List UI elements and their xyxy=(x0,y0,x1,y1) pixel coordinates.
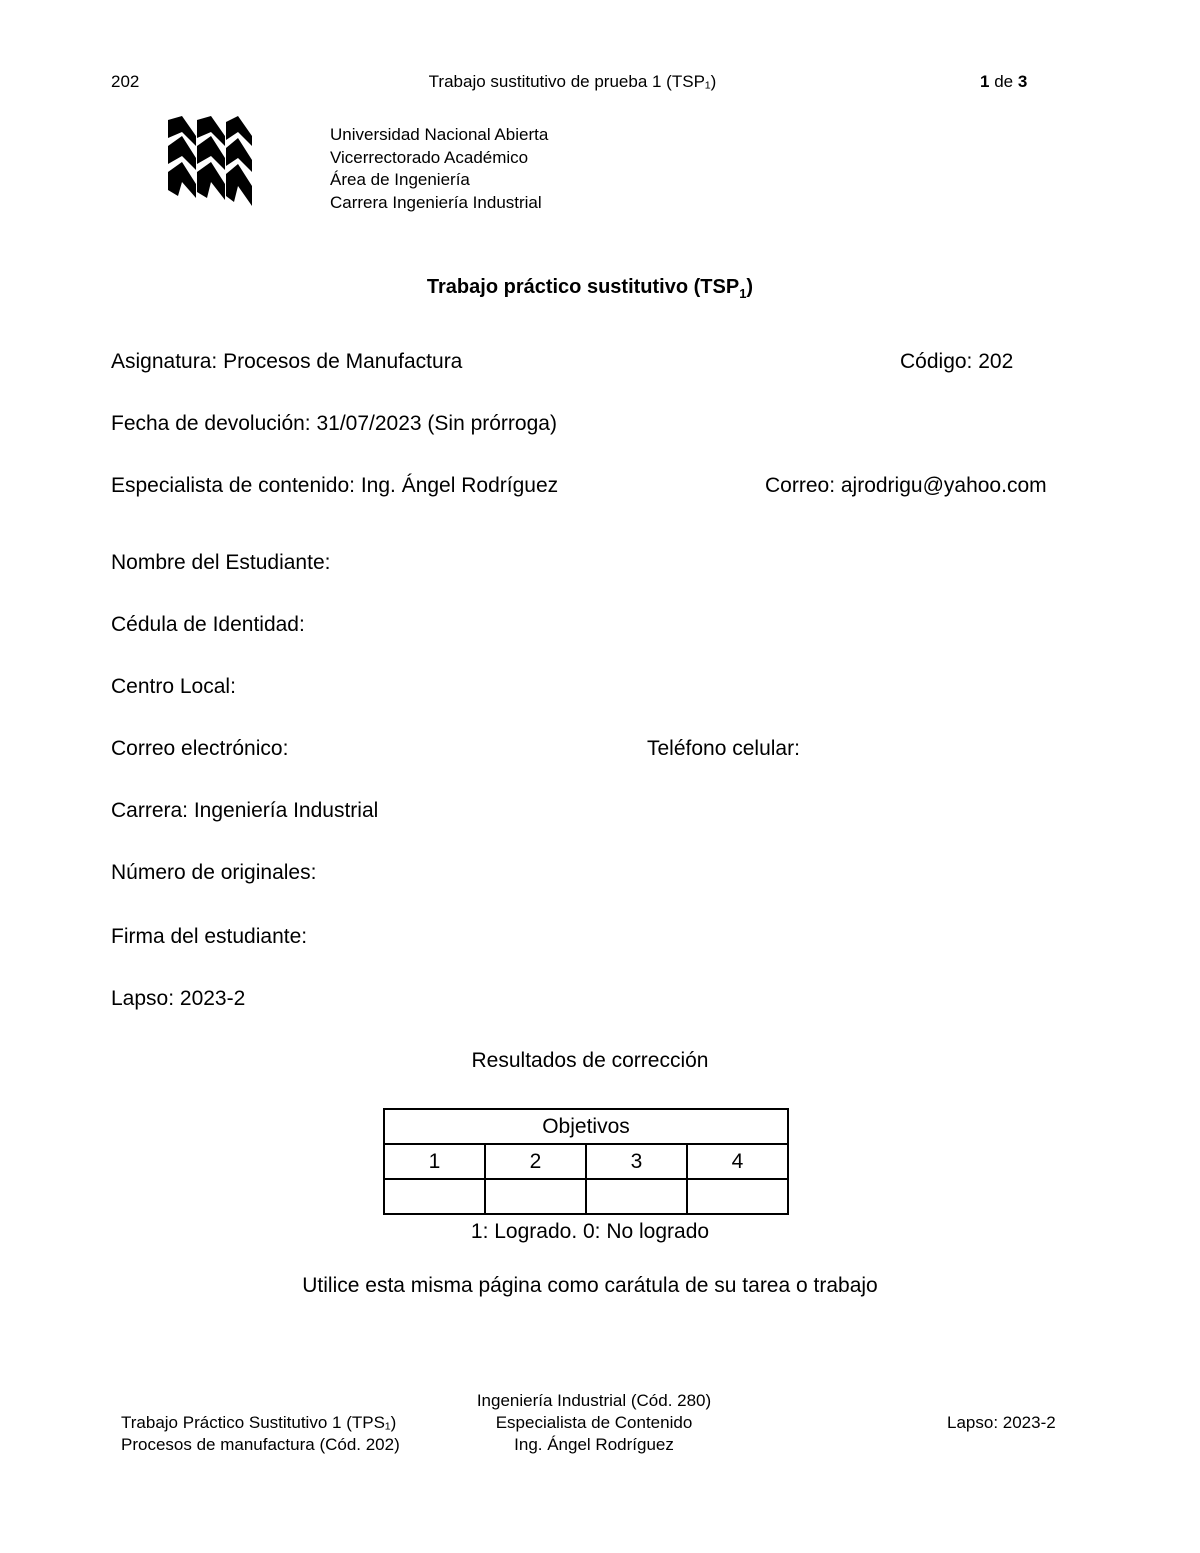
results-heading: Resultados de corrección xyxy=(471,1049,709,1072)
field-cedula: Cédula de Identidad: xyxy=(111,613,305,636)
footer-left-line1: Trabajo Práctico Sustitutivo 1 (TPS₁) xyxy=(121,1413,397,1432)
objective-col-1: 1 xyxy=(384,1144,485,1179)
cover-note: Utilice esta misma página como carátula de su tarea o trabajo xyxy=(302,1274,878,1297)
title-subscript: 1 xyxy=(739,286,747,301)
field-telefono: Teléfono celular: xyxy=(647,737,800,760)
field-carrera: Carrera: Ingeniería Industrial xyxy=(111,799,379,822)
page-current: 1 xyxy=(980,72,990,91)
carrera-header: Carrera Ingeniería Industrial xyxy=(330,192,542,212)
score-cell-1[interactable] xyxy=(384,1179,485,1214)
header-code: 202 xyxy=(111,72,140,91)
title-close: ) xyxy=(746,276,754,298)
table-row-numbers xyxy=(384,1144,788,1179)
footer-center xyxy=(444,1390,744,1456)
page-indicator xyxy=(980,72,1027,92)
footer-right: Lapso: 2023-2 xyxy=(947,1413,1056,1432)
field-firma: Firma del estudiante: xyxy=(111,925,308,948)
footer-center-line2: Especialista de Contenido xyxy=(495,1413,693,1432)
field-correo-electronico: Correo electrónico: xyxy=(111,737,289,760)
field-centro-local: Centro Local: xyxy=(111,675,236,698)
university-block xyxy=(330,124,548,214)
objective-col-3: 3 xyxy=(586,1144,687,1179)
document-title xyxy=(0,276,1180,301)
vicerrectorado: Vicerrectorado Académico xyxy=(330,147,529,167)
score-cell-3[interactable] xyxy=(586,1179,687,1214)
title-main: Trabajo práctico sustitutivo (TSP xyxy=(426,276,740,298)
objectives-table xyxy=(383,1108,789,1215)
university-name: Universidad Nacional Abierta xyxy=(330,125,549,144)
field-fecha: Fecha de devolución: 31/07/2023 (Sin prórroga) xyxy=(111,412,557,435)
score-cell-2[interactable] xyxy=(485,1179,586,1214)
page-sep: de xyxy=(994,72,1014,91)
header-title: Trabajo sustitutivo de prueba 1 (TSP₁) xyxy=(428,72,717,91)
score-cell-4[interactable] xyxy=(687,1179,788,1214)
results-legend: 1: Logrado. 0: No logrado xyxy=(470,1220,710,1243)
area: Área de Ingeniería xyxy=(330,170,470,189)
footer-center-line3: Ing. Ángel Rodríguez xyxy=(514,1435,674,1454)
table-row-scores xyxy=(384,1179,788,1214)
footer-center-line1: Ingeniería Industrial (Cód. 280) xyxy=(476,1391,712,1410)
table-header-row xyxy=(384,1109,788,1144)
field-lapso: Lapso: 2023-2 xyxy=(111,987,246,1010)
una-logo-icon xyxy=(168,116,254,213)
footer-left-line2: Procesos de manufactura (Cód. 202) xyxy=(121,1435,400,1454)
objectives-header: Objetivos xyxy=(384,1109,788,1144)
page-total: 3 xyxy=(1017,72,1028,91)
field-nombre: Nombre del Estudiante: xyxy=(111,551,331,574)
field-codigo: Código: 202 xyxy=(900,350,1014,373)
objective-col-2: 2 xyxy=(485,1144,586,1179)
field-asignatura: Asignatura: Procesos de Manufactura xyxy=(111,350,463,373)
footer-left xyxy=(121,1412,400,1456)
field-especialista: Especialista de contenido: Ing. Ángel Rodríguez xyxy=(111,474,559,497)
field-correo-especialista: Correo: ajrodrigu@yahoo.com xyxy=(765,474,1047,497)
objective-col-4: 4 xyxy=(687,1144,788,1179)
field-originales: Número de originales: xyxy=(111,861,317,884)
